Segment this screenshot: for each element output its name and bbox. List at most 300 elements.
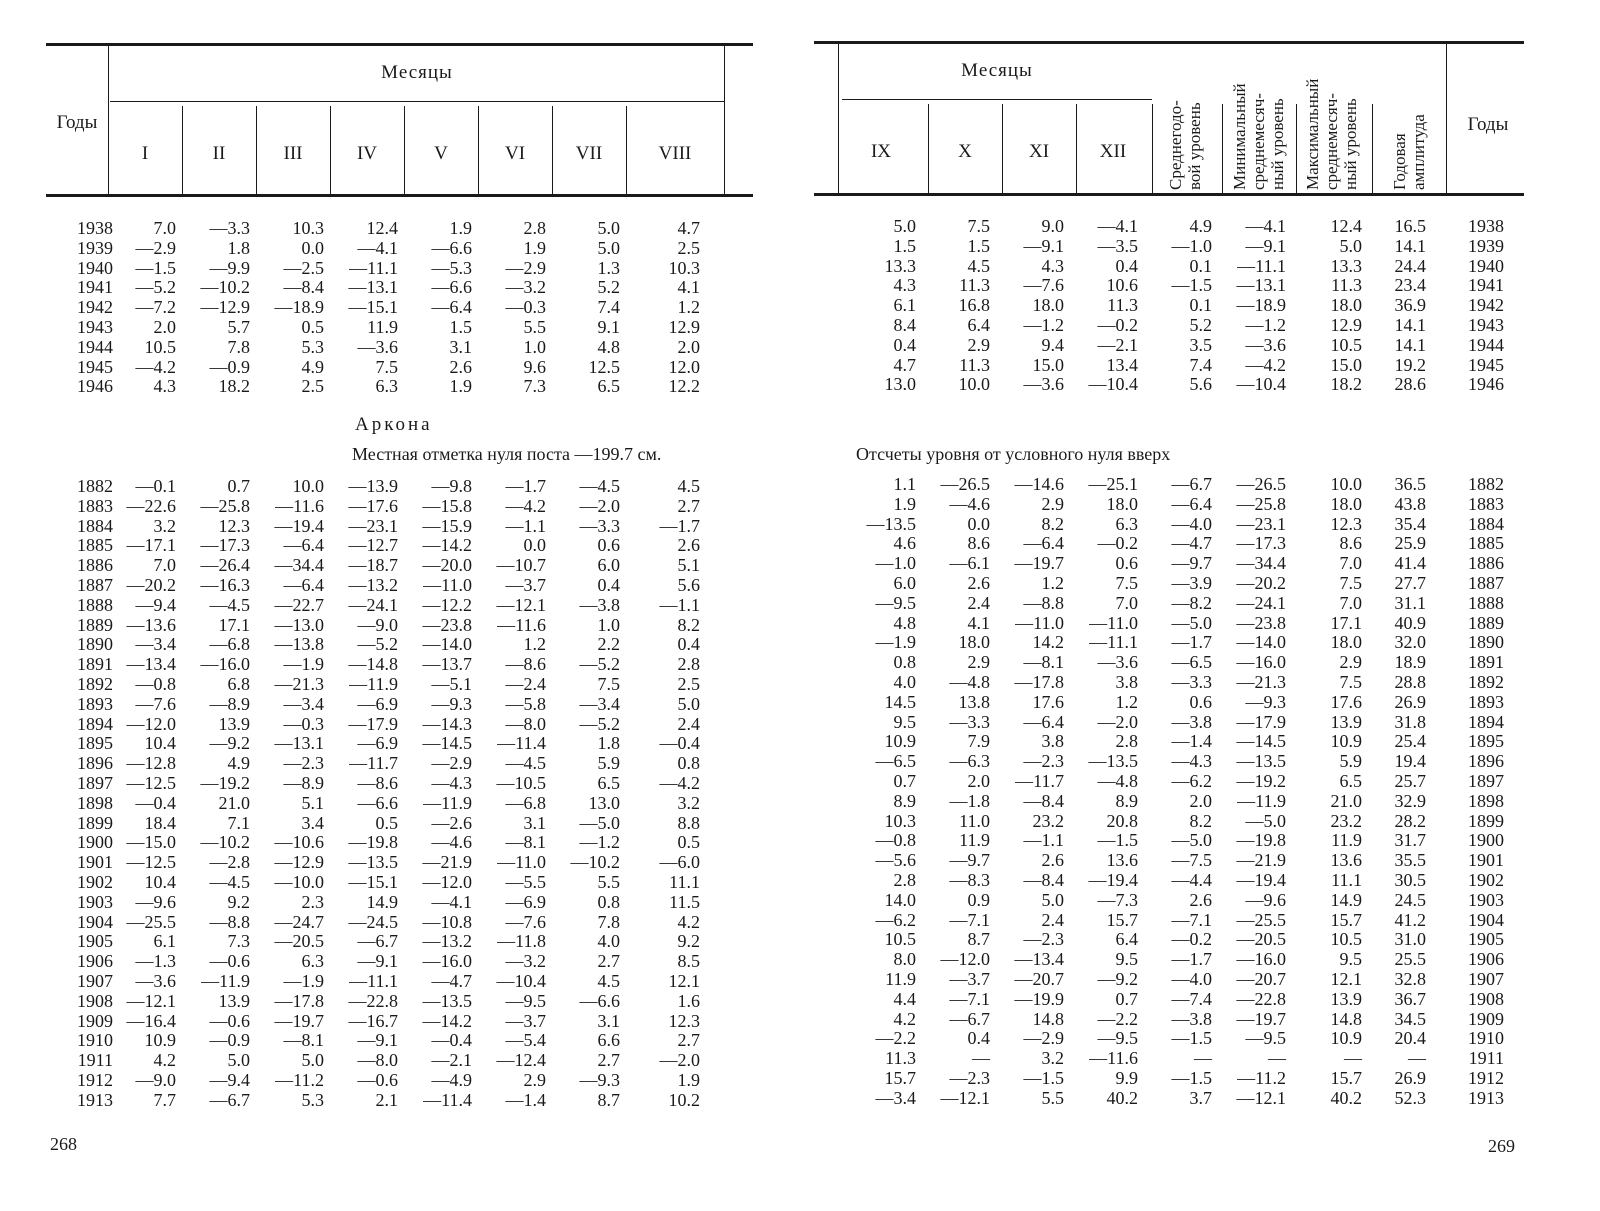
left-table-cell: 1902 (77, 872, 113, 892)
right-table-cell: 1.5 (967, 235, 990, 256)
right-table-cell: —21.9 (1236, 850, 1286, 871)
left-table-cell: —14.2 (422, 535, 472, 556)
left-table-cell: —14.8 (348, 654, 398, 675)
right-table-cell: 6.3 (1115, 513, 1138, 534)
left-table-cell: —17.6 (348, 495, 398, 516)
left-table-cell: 1905 (77, 931, 113, 952)
right-table-cell: 11.3 (959, 354, 990, 375)
right-table-cell: 31.0 (1394, 929, 1426, 950)
right-table-row (0, 989, 1600, 1009)
right-table-cell: 7.5 (1339, 672, 1362, 692)
left-table-cell: 1884 (77, 515, 113, 536)
left-table-cell: 9.1 (597, 317, 620, 337)
right-table-cell: 3.2 (1041, 1048, 1064, 1069)
right-table-cell: 4.0 (893, 672, 916, 692)
left-table-cell: 5.0 (227, 1050, 250, 1071)
left-table-cell: —2.1 (431, 1050, 472, 1071)
right-table-cell: 14.8 (1032, 1008, 1064, 1029)
right-table-cell: —6.4 (1023, 533, 1064, 554)
right-table-cell: 41.4 (1394, 553, 1426, 574)
left-table-cell: —6.6 (579, 990, 620, 1011)
left-table-cell: 11.5 (669, 891, 700, 912)
right-table-cell: —9.5 (1245, 1028, 1286, 1049)
right-table-cell: —2.1 (1097, 334, 1138, 355)
left-table-cell: —7.6 (505, 911, 546, 932)
left-table-cell: 2.5 (301, 376, 324, 397)
right-table-cell: 35.5 (1394, 850, 1426, 871)
right-table-cell: —20.5 (1236, 929, 1286, 950)
left-table-cell: —9.6 (135, 891, 176, 912)
right-table-cell: 23.2 (1032, 810, 1064, 831)
right-table-cell: —3.6 (1245, 334, 1286, 355)
right-table-cell: —4.7 (1171, 533, 1212, 554)
left-table-cell: 2.7 (677, 495, 700, 516)
left-table-cell: —14.2 (422, 1010, 472, 1031)
left-table-cell: 1912 (77, 1070, 113, 1090)
right-table-cell: — (972, 1048, 990, 1069)
right-table-cell: 0.0 (967, 513, 990, 534)
left-table-cell: —5.4 (505, 1030, 546, 1051)
right-table-cell: —6.1 (949, 553, 990, 574)
right-table-cell: 10.9 (884, 731, 916, 752)
left-table-cell: 7.1 (227, 812, 250, 833)
right-table-cell: 28.8 (1394, 672, 1426, 692)
right-table-cell: —7.1 (1171, 909, 1212, 930)
left-table-cell: —2.4 (505, 674, 546, 694)
left-table-cell: —3.8 (579, 594, 620, 615)
left-table-cell: —12.9 (274, 852, 324, 873)
left-table-cell: 2.8 (523, 218, 546, 238)
right-table-cell: 20.4 (1394, 1028, 1426, 1049)
left-table-cell: —22.7 (274, 594, 324, 615)
right-table-cell: —2.0 (1097, 711, 1138, 732)
left-table-cell: —9.8 (431, 476, 472, 496)
left-table-cell: —11.7 (349, 753, 398, 774)
right-table-row (0, 672, 1600, 692)
left-table-cell: 1.2 (523, 634, 546, 655)
left-table-cell: 3.2 (677, 792, 700, 813)
right-table-cell: —3.5 (1097, 235, 1138, 256)
left-table-cell: —0.4 (135, 792, 176, 813)
right-table-row (0, 731, 1600, 754)
right-page-number: 269 (1488, 1136, 1515, 1156)
left-table-cell: 10.2 (668, 1089, 700, 1110)
left-table-cell: —18.7 (348, 555, 398, 576)
right-table-cell: 1899 (1468, 810, 1504, 831)
right-table-row (0, 1068, 1600, 1088)
left-table-cell: 1938 (77, 218, 113, 238)
left-table-cell: 13.9 (218, 713, 250, 734)
right-table-cell: 0.1 (1189, 255, 1212, 276)
left-table-cell: 3.1 (523, 812, 546, 833)
left-month-label: III (283, 143, 303, 164)
right-table-cell: 15.0 (1032, 354, 1064, 375)
right-month-label: X (958, 141, 972, 162)
left-table-cell: —6.4 (283, 575, 324, 595)
left-table-cell: —3.2 (505, 951, 546, 972)
left-table-cell: —11.8 (497, 931, 546, 952)
left-table-cell: —8.6 (357, 773, 398, 793)
right-table-row (0, 751, 1600, 774)
right-table-row (0, 949, 1600, 972)
right-table-cell: 6.4 (1115, 929, 1138, 950)
right-table-cell: 20.8 (1106, 810, 1138, 831)
left-table-cell: 2.8 (677, 654, 700, 675)
right-table-cell: 40.2 (1330, 1087, 1362, 1108)
right-table-cell: 2.6 (1189, 889, 1212, 910)
left-table-cell: 10.3 (668, 257, 700, 278)
right-table-cell: —9.5 (875, 592, 916, 613)
right-table-cell: 10.9 (1330, 731, 1362, 752)
left-table-cell: 8.8 (677, 812, 700, 833)
right-table-row (0, 632, 1600, 655)
right-table-cell: —4.8 (949, 672, 990, 692)
right-table-row (0, 692, 1600, 712)
left-table-cell: 5.1 (301, 792, 324, 813)
right-table-cell: 13.6 (1330, 850, 1362, 871)
right-table-cell: 28.2 (1394, 810, 1426, 831)
right-table-cell: — (1408, 1048, 1426, 1069)
right-table-cell: 1892 (1468, 672, 1504, 692)
left-table-cell: —3.2 (505, 277, 546, 298)
right-table-cell: —1.4 (1171, 731, 1212, 752)
right-table-cell: —2.3 (949, 1068, 990, 1088)
right-table-cell: 10.6 (1106, 275, 1138, 296)
right-table-cell: —7.3 (1097, 889, 1138, 910)
left-table-cell: 1.9 (449, 376, 472, 397)
left-table-cell: 0.7 (227, 476, 250, 496)
right-table-cell: —6.4 (1023, 711, 1064, 732)
left-table-cell: —0.4 (659, 733, 700, 754)
right-table-cell: —6.5 (1171, 652, 1212, 673)
right-table-cell: —21.3 (1236, 672, 1286, 692)
right-table-cell: 1942 (1468, 295, 1504, 316)
right-table-cell: —13.5 (866, 513, 916, 534)
right-table-cell: 0.1 (1189, 295, 1212, 316)
left-table-cell: 1906 (77, 951, 113, 972)
left-table-cell: 1907 (77, 971, 113, 991)
right-table-row (0, 652, 1600, 675)
right-table-row (0, 870, 1600, 890)
right-table-cell: 4.5 (967, 255, 990, 276)
left-table-cell: 0.6 (597, 535, 620, 556)
left-table-cell: —9.3 (579, 1070, 620, 1090)
left-table-cell: —23.8 (422, 614, 472, 635)
left-table-cell: —22.6 (126, 495, 176, 516)
left-table-cell: —10.8 (422, 911, 472, 932)
left-table-cell: 7.4 (597, 297, 620, 318)
right-table-cell: —5.0 (1171, 830, 1212, 851)
left-table-cell: 5.0 (597, 218, 620, 238)
right-table-cell: —19.4 (1236, 870, 1286, 890)
right-table-cell: 24.5 (1394, 889, 1426, 910)
right-table-cell: 18.2 (1330, 374, 1362, 395)
left-table-cell: 5.1 (677, 555, 700, 576)
left-table-cell: —17.9 (348, 713, 398, 734)
right-table-cell: 40.9 (1394, 612, 1426, 633)
right-table-row (0, 613, 1600, 633)
right-table-cell: —1.7 (1171, 949, 1212, 970)
right-table-cell: —19.7 (1236, 1008, 1286, 1029)
left-table-cell: 0.5 (301, 317, 324, 337)
left-table-cell: 1901 (77, 852, 113, 873)
right-table-cell: 19.4 (1394, 751, 1426, 772)
right-table-cell: 1891 (1468, 652, 1504, 673)
right-table-row (0, 236, 1600, 256)
right-table-cell: —11.7 (1015, 771, 1064, 791)
left-years-header: Годы (56, 112, 98, 133)
right-table-cell: 1887 (1468, 573, 1504, 593)
left-table-cell: 2.0 (153, 317, 176, 337)
left-table-cell: 1892 (77, 674, 113, 694)
right-table-row (0, 474, 1600, 494)
left-table-cell: —14.0 (422, 634, 472, 655)
right-table-cell: —4.1 (1097, 216, 1138, 236)
right-table-cell: —4.0 (1171, 513, 1212, 534)
left-table-cell: 6.8 (227, 674, 250, 694)
left-table-cell: 7.8 (227, 336, 250, 357)
left-month-label: VII (575, 143, 603, 164)
left-table-cell: 7.3 (523, 376, 546, 397)
right-table-cell: —8.2 (1171, 592, 1212, 613)
left-table-cell: —17.1 (126, 535, 176, 556)
right-table-cell: 7.9 (967, 731, 990, 752)
right-table-row (0, 969, 1600, 989)
left-table-cell: 1911 (77, 1050, 113, 1071)
right-table-cell: 15.7 (1330, 1068, 1362, 1088)
left-table-cell: —19.2 (200, 773, 250, 793)
right-table-cell: —1.2 (1023, 315, 1064, 335)
right-table-cell: —19.7 (1014, 553, 1064, 574)
left-table-cell: 12.9 (668, 317, 700, 337)
left-table-cell: —2.9 (505, 257, 546, 278)
right-table-cell: 7.4 (1189, 354, 1212, 375)
left-month-label: VI (504, 143, 526, 164)
left-table-cell: —26.4 (200, 555, 250, 576)
right-table-row (0, 216, 1600, 236)
right-table-cell: 18.9 (1394, 652, 1426, 673)
right-table-cell: —12.1 (1236, 1087, 1286, 1108)
left-table-cell: —0.3 (283, 713, 324, 734)
right-table-cell: 10.5 (1330, 334, 1362, 355)
left-header-top-rule (46, 43, 753, 46)
right-table-cell: 9.5 (893, 711, 916, 732)
right-table-cell: —17.9 (1236, 711, 1286, 732)
left-table-cell: —4.6 (431, 832, 472, 853)
right-table-cell: —2.9 (1023, 1028, 1064, 1049)
left-table-cell: —11.9 (201, 971, 250, 991)
right-table-cell: 12.4 (1330, 216, 1362, 236)
left-table-cell: —2.9 (135, 237, 176, 258)
right-table-row (0, 315, 1600, 335)
left-table-cell: 1894 (77, 713, 113, 734)
left-table-cell: —6.7 (357, 931, 398, 952)
left-table-cell: 2.5 (677, 674, 700, 694)
left-table-cell: —17.8 (274, 990, 324, 1011)
right-table-cell: —1.1 (1023, 830, 1064, 851)
left-table-cell: —16.4 (126, 1010, 176, 1031)
right-table-cell: 7.0 (1339, 592, 1362, 613)
left-table-cell: —1.3 (135, 951, 176, 972)
left-table-cell: 1890 (77, 634, 113, 655)
right-table-cell: 13.4 (1106, 354, 1138, 375)
left-month-label: V (434, 143, 448, 164)
left-table-cell: —4.3 (431, 773, 472, 793)
left-table-cell: 0.0 (301, 237, 324, 258)
right-table-cell: 12.3 (1330, 513, 1362, 534)
left-table-cell: 7.8 (597, 911, 620, 932)
right-table-cell: —1.5 (1023, 1068, 1064, 1088)
left-table-cell: —10.6 (274, 832, 324, 853)
left-table-cell: —3.6 (135, 971, 176, 991)
left-table-cell: 12.5 (588, 356, 620, 377)
left-table-cell: —6.9 (505, 891, 546, 912)
right-table-cell: 11.3 (1331, 275, 1362, 296)
left-table-cell: —1.2 (579, 832, 620, 853)
left-table-cell: —3.4 (135, 634, 176, 655)
right-table-cell: 1882 (1468, 474, 1504, 494)
left-table-cell: 3.1 (449, 336, 472, 357)
left-table-cell: 1942 (77, 297, 113, 318)
left-table-cell: —15.1 (348, 297, 398, 318)
right-table-cell: 18.0 (1330, 295, 1362, 316)
right-column-divider (838, 44, 839, 193)
left-table-cell: —0.9 (209, 356, 250, 377)
right-table-cell: —16.0 (1236, 949, 1286, 970)
left-table-cell: —6.6 (357, 792, 398, 813)
right-header-bottom-rule (814, 193, 1524, 196)
right-table-cell: 8.9 (1115, 790, 1138, 811)
left-table-cell: —8.4 (283, 277, 324, 298)
right-table-cell: 28.6 (1394, 374, 1426, 395)
right-table-cell: 16.8 (958, 295, 990, 316)
left-column-divider (330, 106, 331, 194)
left-table-cell: 2.7 (597, 951, 620, 972)
left-table-cell: 6.0 (597, 555, 620, 576)
right-table-cell: —3.3 (1171, 672, 1212, 692)
left-table-cell: —11.4 (497, 733, 546, 754)
left-table-cell: —11.9 (349, 674, 398, 694)
left-table-cell: —4.2 (505, 495, 546, 516)
right-table-cell: 6.1 (893, 295, 916, 316)
left-table-cell: 1945 (77, 356, 113, 377)
right-table-cell: 40.2 (1106, 1087, 1138, 1108)
left-table-cell: 11.9 (367, 317, 398, 337)
right-table-cell: 36.9 (1394, 295, 1426, 316)
right-table-cell: —16.0 (1236, 652, 1286, 673)
right-table-cell: —20.7 (1014, 969, 1064, 989)
right-table-cell: —4.2 (1245, 354, 1286, 375)
left-table-cell: —1.9 (283, 971, 324, 991)
left-table-cell: —6.4 (283, 535, 324, 556)
right-table-cell: 1886 (1468, 553, 1504, 574)
right-table-cell: 1910 (1468, 1028, 1504, 1049)
left-table-cell: —5.8 (505, 693, 546, 714)
right-table-cell: —19.9 (1014, 988, 1064, 1009)
right-table-cell: 2.6 (967, 573, 990, 593)
right-table-cell: —3.8 (1171, 1008, 1212, 1029)
right-table-cell: —12.0 (940, 949, 990, 970)
right-table-cell: 14.9 (1330, 889, 1362, 910)
left-table-cell: —9.1 (357, 1030, 398, 1051)
right-table-cell: —14.5 (1236, 731, 1286, 752)
right-table-cell: 15.7 (884, 1068, 916, 1088)
right-table-cell: 1946 (1468, 374, 1504, 395)
right-table-cell: —18.9 (1236, 295, 1286, 316)
left-table-cell: 1.8 (597, 733, 620, 754)
left-table-cell: —11.1 (349, 257, 398, 278)
right-table-cell: —19.8 (1236, 830, 1286, 851)
left-table-cell: —16.3 (200, 575, 250, 595)
left-table-cell: 13.0 (588, 792, 620, 813)
left-table-cell: —15.0 (126, 832, 176, 853)
left-table-cell: 1943 (77, 317, 113, 337)
right-table-cell: 6.0 (893, 573, 916, 593)
right-table-cell: —9.7 (949, 850, 990, 871)
left-table-cell: —11.4 (423, 1089, 472, 1110)
right-table-row (0, 593, 1600, 613)
left-table-cell: —16.0 (422, 951, 472, 972)
left-table-cell: 4.9 (227, 753, 250, 774)
right-table-cell: —4.0 (1171, 969, 1212, 989)
right-table-cell: 11.9 (959, 830, 990, 851)
right-table-cell: 6.5 (1339, 771, 1362, 791)
right-table-cell: 10.0 (1330, 474, 1362, 494)
right-column-divider (1152, 104, 1153, 193)
right-table-row (0, 355, 1600, 375)
right-table-cell: —1.5 (1097, 830, 1138, 851)
right-table-cell: 4.1 (967, 612, 990, 633)
right-table-cell: — (1344, 1048, 1362, 1069)
left-table-cell: 1883 (77, 495, 113, 516)
right-table-cell: —7.1 (949, 909, 990, 930)
right-table-row (0, 374, 1600, 397)
left-column-divider (182, 106, 183, 194)
right-table-cell: —22.8 (1236, 988, 1286, 1009)
right-table-cell: 7.0 (1115, 592, 1138, 613)
right-table-cell: 32.9 (1394, 790, 1426, 811)
right-table-cell: —11.9 (1237, 790, 1286, 811)
left-table-cell: 0.8 (597, 891, 620, 912)
right-table-cell: 3.7 (1189, 1087, 1212, 1108)
left-table-cell: 5.5 (597, 872, 620, 892)
left-table-cell: 12.3 (218, 515, 250, 536)
left-table-cell: 1940 (77, 257, 113, 278)
left-table-cell: 12.0 (668, 356, 700, 377)
right-table-cell: —6.7 (949, 1008, 990, 1029)
right-table-cell: 2.8 (893, 870, 916, 890)
right-table-cell: —4.6 (949, 493, 990, 514)
right-table-row (0, 335, 1600, 355)
left-table-cell: —19.7 (274, 1010, 324, 1031)
right-column-divider (1372, 104, 1373, 193)
left-table-cell: 1913 (77, 1089, 113, 1110)
left-table-cell: —4.9 (431, 1070, 472, 1090)
right-table-cell: 26.9 (1394, 691, 1426, 712)
left-table-cell: —9.3 (431, 693, 472, 714)
right-table-cell: 4.4 (893, 988, 916, 1009)
left-table-cell: —2.3 (283, 753, 324, 774)
right-table-cell: —6.2 (1171, 771, 1212, 791)
right-table-cell: —13.5 (1236, 751, 1286, 772)
left-table-cell: 0.5 (677, 832, 700, 853)
right-table-row (0, 1009, 1600, 1029)
left-table-cell: 1891 (77, 654, 113, 675)
right-table-cell: —11.6 (1089, 1048, 1138, 1069)
left-table-cell: 8.7 (597, 1089, 620, 1110)
right-table-cell: —2.2 (875, 1028, 916, 1049)
right-table-cell: —9.3 (1245, 691, 1286, 712)
